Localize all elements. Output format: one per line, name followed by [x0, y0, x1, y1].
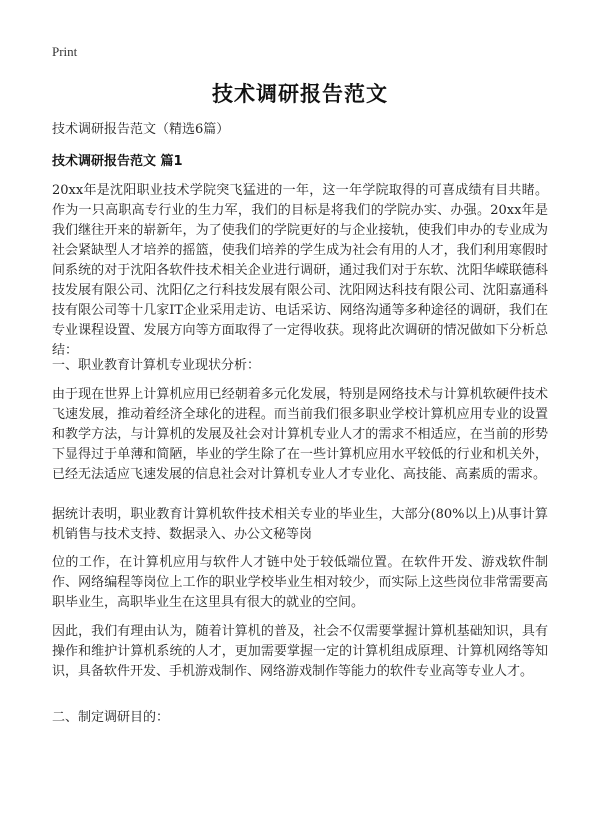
heading-current-status: 一、职业教育计算机专业现状分析： [52, 358, 261, 373]
heading-research-goals: 二、制定调研目的： [52, 710, 170, 725]
paragraph-status-analysis: 由于现在世界上计算机应用已经朝着多元化发展，特别是网络技术与计算机软硬件技术飞速发展，推动着经济全球化的进程。而当前我们很多职业学校计算机应用专业的设置和教学方法，与计算机的发展及社会对计算机专业人才的需求不相适应，在当前的形势下显得过于单薄和简陋，毕业的学生除了在一些计算机应用水平较低的行业和机关外，已经无法适应飞速发展的信息社会对计算机专业人才专业化、高技能、高素质的需求。 [52, 387, 548, 482]
paragraph-intro: 20xx年是沈阳职业技术学院突飞猛进的一年，这一年学院取得的可喜成绩有目共睹。作为一只高职高专行业的生力军，我们的目标是将我们的学院办实、办强。20xx年是我们继往开来的崭新年，为了使我们的学院更好的与企业接轨，使我们申办的专业成为社会紧缺型人才培养的摇篮，使我们培养的学生成为社会有用的人才，我们利用寒假时间系统的对于沈阳各软件技术相关企业进行调研，通过我们对于东软、沈阳华嵘联德科技发展有限公司、沈阳亿之行科技发展有限公司、沈阳网达科技有限公司、沈阳嘉通科技有限公司等十几家IT企业采用走访、电话采访、网络沟通等多种途径的调研，我们在专业课程设置、发展方向等方面取得了一定得收获。现将此次调研的情况做如下分析总结： [52, 183, 548, 358]
page-title: 技术调研报告范文 [212, 82, 388, 106]
page-subtitle: 技术调研报告范文（精选6篇） [52, 122, 230, 137]
paragraph-positions: 位的工作，在计算机应用与软件人才链中处于较低端位置。在软件开发、游戏软件制作、网络编程等岗位上工作的职业学校毕业生相对较少，而实际上这些岗位非常需要高职毕业生，高职毕业生在这里具有很大的就业的空间。 [52, 555, 548, 610]
print-link[interactable]: Print [52, 44, 78, 59]
paragraph-statistics: 据统计表明，职业教育计算机软件技术相关专业的毕业生，大部分(80%以上)从事计算机销售与技术支持、数据录入、办公文秘等岗 [52, 507, 548, 542]
section-title: 技术调研报告范文 篇1 [52, 154, 183, 169]
paragraph-conclusion: 因此，我们有理由认为，随着计算机的普及，社会不仅需要掌握计算机基础知识，具有操作和维护计算机系统的人才，更加需要掌握一定的计算机组成原理、计算机网络等知识，具备软件开发、手机游戏制作、网络游戏制作等能力的软件专业高等专业人才。 [52, 624, 548, 679]
